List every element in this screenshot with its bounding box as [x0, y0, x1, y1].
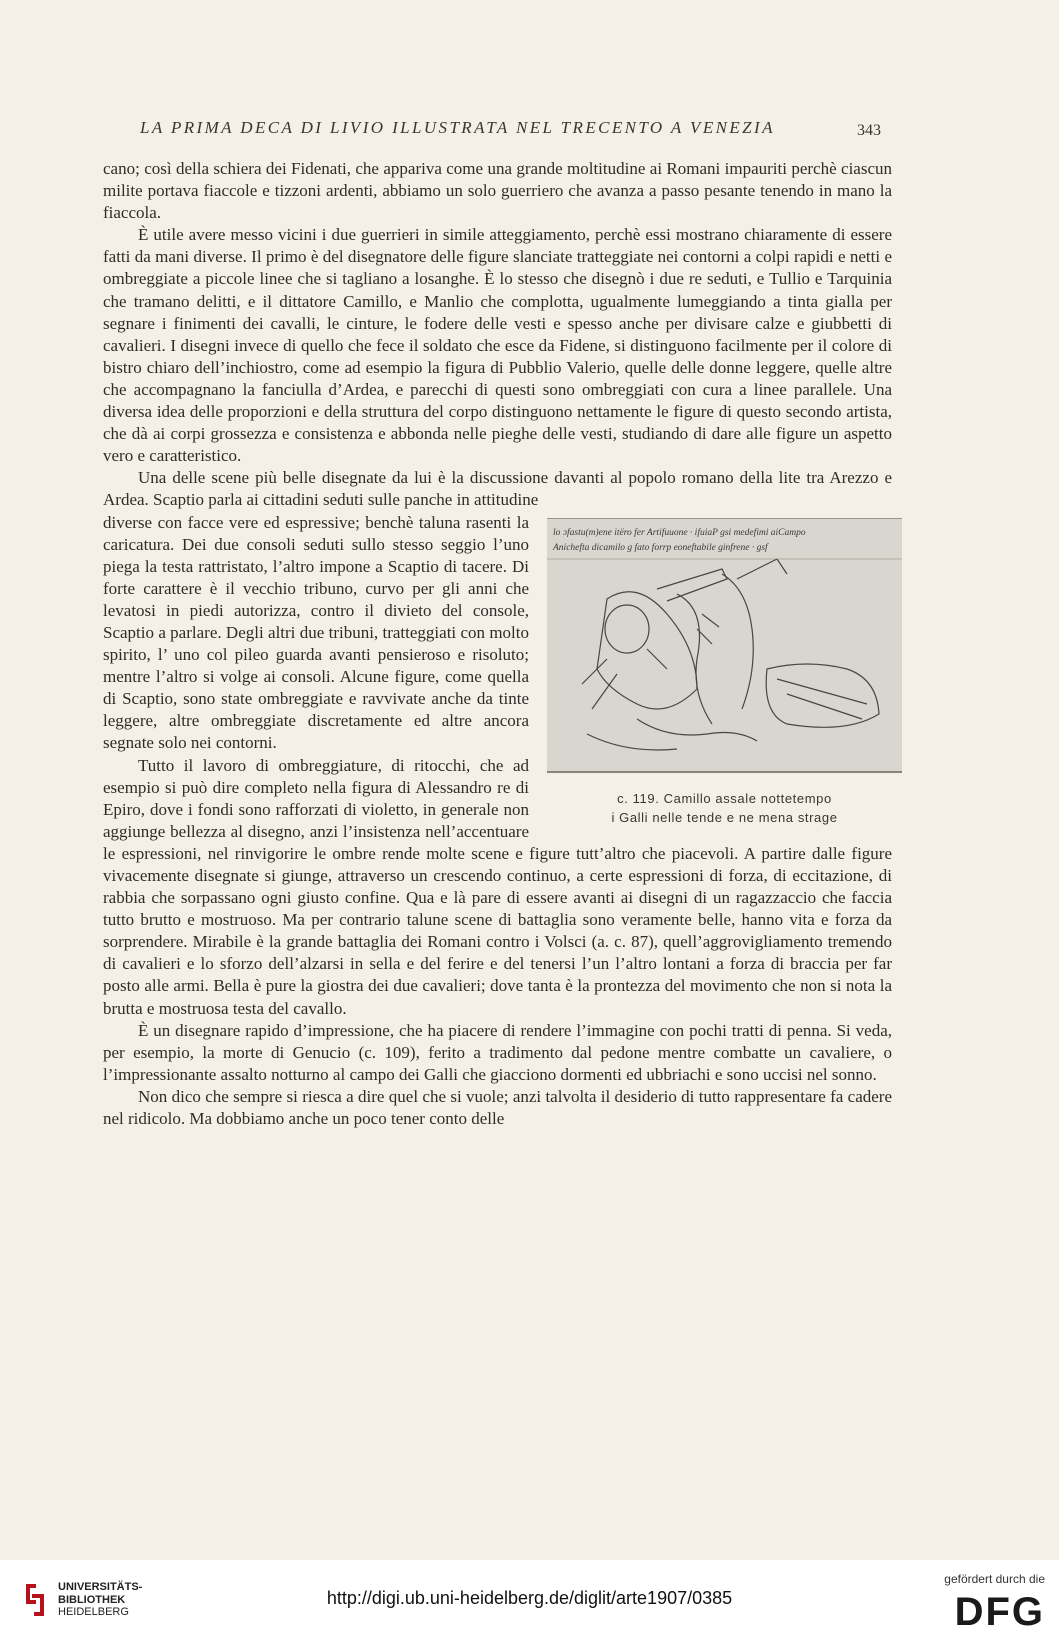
- manuscript-inscription-1: lo ɔfastu(m)ene itëro fer Artifuuone · ifuiaP gsi medefimi aiCampo: [553, 527, 806, 538]
- caption-line-1: c. 119. Camillo assale nottetempo: [617, 790, 832, 806]
- page-number: 343: [857, 122, 881, 139]
- running-title: LA PRIMA DECA DI LIVIO ILLUSTRATA NEL TRECENTO A VENEZIA: [140, 118, 775, 137]
- library-name-line-2: BIBLIOTHEK: [58, 1593, 126, 1606]
- figure-caption: [547, 789, 902, 827]
- paragraph-ridicule: Non dico che sempre si riesca a dire quel che si vuole; anzi talvolta il desiderio di tutto rappresentare fa cadere nel ridicolo. Ma dobbiamo anche un poco tener conto delle: [103, 1086, 892, 1129]
- funder-note: gefördert durch die: [944, 1572, 1045, 1586]
- digitization-footer: [0, 1560, 1059, 1646]
- paragraph-two-hands: È utile avere messo vicini i due guerrieri in simile atteggiamento, perchè essi mostrano chiaramente di essere fatti da mani diverse. Il primo è del disegnatore delle figure slanciate tratteggiate nei contorni a colpi rapidi e netti e ombreggiate a piccole linee che si tagliano a losanghe. È lo stesso che disegnò i due re seduti, e Tullio e Tarquinia che tramano delitti, e il dittatore Camillo, e Manlio che complotta, ugualmente lumeggiando a tinta gialla per segnare i finimenti dei cavalli, le cinture, le fodere delle vesti e spesso anche per divisare calze e giubbetti di cavalieri. I disegni invece di quello che fece il soldato che esce da Fidene, si distinguono facilmente per il colore di bistro chiaro dell’inchiostro, come ad esempio la figura di Pubblio Valerio, quelle delle donne leggere, quelle altre che accompagnano la fanciulla d’Ardea, e parecchi di questi sono ombreggiati con cura a linee parallele. Una diversa idea delle proporzioni e della struttura del corpo distinguono nettamente le figure di questo secondo artista, che dà ai corpi grossezza e consistenza e abbonda nelle pieghe delle vesti, studiando di dare alle figure un aspetto vero e caratteristico.: [103, 225, 892, 466]
- permalink-url[interactable]: http://digi.ub.uni-heidelberg.de/diglit/arte1907/0385: [326, 1588, 733, 1608]
- library-name-line-1: UNIVERSITÄTS-: [58, 1581, 143, 1593]
- figure-119: [547, 518, 902, 827]
- article-body: [103, 158, 892, 1130]
- dfg-logo: DFG: [954, 1590, 1045, 1634]
- caption-line-2: i Galli nelle tende e ne mena strage: [611, 809, 838, 825]
- manuscript-inscription-2: Anichefta dicamilo g fato forrp eoneftabile ginfrene · gsf: [553, 542, 768, 553]
- paragraph-continuation: cano; così della schiera dei Fidenati, che appariva come una grande moltitudine ai Romani impauriti perchè ciascun milite portava fiaccole e tizzoni ardenti, abbiamo un solo guerriero che avanza a passo pesante tenendo in mano la fiaccola.: [103, 159, 892, 223]
- drawing-svg: [547, 519, 902, 771]
- paragraph-shading: Tutto il lavoro di ombreggiature, di ritocchi, che ad esempio si può dire completo nella figura di Alessandro re di Epiro, dove i fondi sono rafforzati di violetto, in generale non aggiunge bellezza al disegno, anzi l’insistenza nell’accentuare le espressioni, nel rinvigorire le ombre rende molte scene e figure tutt’altro che piacevoli. A partire dalle figure vivacemente disegnate si giunge, attraverso un crescendo continuo, a certe espressioni di forza, di eccitazione, di rabbia che sorpassano ogni giusto confine. Qua e là pare di essere avanti ai disegni di un ragazzaccio che faccia tutto brutto e mostruoso. Ma per contrario talune scene di battaglia sono veramente belle, hanno vita e forza da sorprendere. Mirabile è la grande battaglia dei Romani contro i Volsci (a. c. 87), quell’aggrovigliamento tremendo di cavalieri e lo sforzo dell’alzarsi in sella e del ferire e del tenersi l’un l’altro lontani a forza di braccia per far posto alle armi. Bella è pure la giostra dei due cavalieri; dove tanta è la prontezza del movimento che non si nota la brutta e mostruosa testa del cavallo.: [103, 755, 892, 1018]
- manuscript-drawing: [547, 518, 902, 773]
- paragraph-scaptio-rest: diverse con facce vere ed espressive; benchè taluna rasenti la caricatura. Dei due consoli seduti sullo stesso seggio l’uno piega la testa rattristato, l’altro impone a Scaptio di tacere. Di forte carattere è il vecchio tribuno, curvo per gli anni che levatosi in piedi autorizza, contro il divieto del console, Scaptio a parlare. Degli altri due tribuni, tratteggiati con molto spirito, l’ uno col pileo guarda avanti pensieroso e risoluto; mentre l’altro si volge ai consoli. Alcune figure, come quella di Scaptio, sono state ombreggiate e ravvivate anche da tinte leggere, altre ombreggiate discretamente ed altre ancora segnate solo nei contorni.: [103, 512, 529, 753]
- library-name-line-3: HEIDELBERG: [58, 1606, 129, 1618]
- paragraph-scaptio-lead: Una delle scene più belle disegnate da lui è la discussione davanti al popolo romano della lite tra Arezzo e Ardea. Scaptio parla ai cittadini seduti sulle panche in attitudine: [103, 468, 892, 510]
- paragraph-rapid-drawing: È un disegnare rapido d’impressione, che ha piacere di rendere l’immagine con pochi tratti di penna. Si veda, per esempio, la morte di Genucio (c. 109), ferito a tradimento dal pedone mentre combatte un cavaliere, o l’impressionante assalto notturno al campo dei Galli che giacciono dormenti ed ubbriachi e sono uccisi nel sonno.: [103, 1020, 892, 1084]
